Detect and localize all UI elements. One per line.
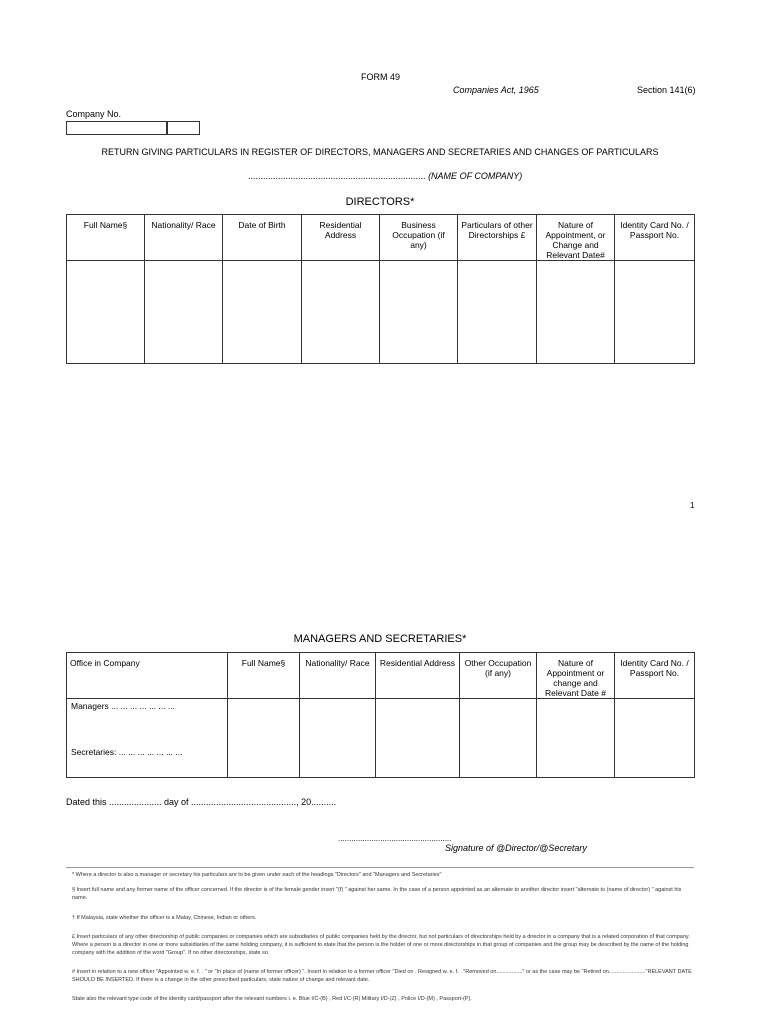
col-nationality: Nationality/ Race <box>145 215 223 261</box>
cell-date-of-birth[interactable] <box>223 261 302 364</box>
note-2: § Insert full name and any former name of the officer concerned. If the director is of the female gender insert "(f) " against her same. In the case of a person appointed as an alternate to another director insert "alternate to (name of director) " against his name. <box>72 887 682 901</box>
section-number: Section 141(6) <box>637 85 696 95</box>
col-identity-card: Identity Card No. / Passport No. <box>615 215 695 261</box>
company-no-box-2[interactable] <box>166 121 200 135</box>
cell-nationality[interactable] <box>300 699 376 778</box>
signature-dots[interactable]: ................................................... <box>338 834 452 843</box>
directors-table <box>66 214 695 364</box>
col-residential-address: Residential Address <box>376 653 460 699</box>
cell-residential-address[interactable] <box>302 261 380 364</box>
form-title: RETURN GIVING PARTICULARS IN REGISTER OF DIRECTORS, MANAGERS AND SECRETARIES AND CHANGES OF PARTICULARS <box>101 147 659 157</box>
col-office-in-company: Office in Company <box>67 653 228 699</box>
form-number: FORM 49 <box>361 72 401 82</box>
cell-other-occupation[interactable] <box>460 699 537 778</box>
col-date-of-birth: Date of Birth <box>223 215 302 261</box>
directors-entry-row <box>67 261 695 364</box>
note-5: # Insert in relation to a new officer "Appointed w. e. f. . " or "In place of (name of former officer) ". Insert in relation to a former officer "Died on . Resigned w. e. f. . "Removed on................." or as the case may be "Retired on........................"RELEVANT DATE SHOULD BE INSERTED. If there is a change in the other prescribed particulars, state nature of change and relevant date. <box>72 969 692 983</box>
company-name-line <box>248 171 522 181</box>
col-nationality: Nationality/ Race <box>300 653 376 699</box>
cell-office-in-company <box>67 699 228 778</box>
cell-nationality[interactable] <box>145 261 223 364</box>
cell-full-name[interactable] <box>67 261 145 364</box>
dated-line[interactable]: Dated this ..................... day of .........................................., 20.......... <box>66 797 337 807</box>
company-name-label: (NAME OF COMPANY) <box>428 171 523 181</box>
directors-heading: DIRECTORS* <box>345 196 415 208</box>
managers-heading: MANAGERS AND SECRETARIES* <box>293 633 467 645</box>
note-6: State also the relevant type code of the identity card/passport after the relevant numbers i. e. Blue I/C-(B) , Red I/C-(R) Military I/D-(Z) , Police I/D-(M) , Passport-(P). <box>72 996 472 1002</box>
note-3: † If Malaysia, state whether the officer is a Malay, Chinese, Indian or others. <box>72 915 257 921</box>
col-business-occupation: Business Occupation (if any) <box>380 215 458 261</box>
col-other-occupation: Other Occupation (if any) <box>460 653 537 699</box>
managers-table <box>66 652 695 778</box>
signature-label: Signature of @Director/@Secretary <box>445 843 587 853</box>
page-number: 1 <box>690 501 695 510</box>
row-secretaries-label: Secretaries: ... ... ... ... ... ... ... <box>71 747 183 757</box>
directors-header-row <box>67 215 695 261</box>
note-4: £ Insert particulars of any other directorship of public companies or companies which are subsidiaries of public companies held by the director, but not particulars of directorships held by a director in a company that is a related corporation of that company. Where a person is a director in one or more subsidiaries of the same holding company, it is sufficient to state that the person is the holder of one or more directorships in that group of companies and the group may be described by the name of the holding company with the addition of the word "Group". If no other directorships, state so. <box>72 934 690 956</box>
col-other-directorships: Particulars of other Directorships £ <box>458 215 537 261</box>
managers-entry-row <box>67 699 695 778</box>
cell-business-occupation[interactable] <box>380 261 458 364</box>
cell-nature-of-appointment[interactable] <box>537 699 615 778</box>
col-residential-address: Residential Address <box>302 215 380 261</box>
col-nature-of-appointment: Nature of Appointment, or Change and Relevant Date# <box>537 215 615 261</box>
cell-full-name[interactable] <box>228 699 300 778</box>
company-no-label: Company No. <box>66 109 122 119</box>
row-managers-label: Managers ... ... ... ... ... ... ... <box>71 701 175 711</box>
col-identity-card: Identity Card No. / Passport No. <box>615 653 695 699</box>
cell-other-directorships[interactable] <box>458 261 537 364</box>
cell-identity-card[interactable] <box>615 261 695 364</box>
act-name: Companies Act, 1965 <box>453 85 539 95</box>
col-full-name: Full Name§ <box>67 215 145 261</box>
cell-identity-card[interactable] <box>615 699 695 778</box>
notes-divider <box>66 867 694 868</box>
company-no-box-1[interactable] <box>66 121 168 135</box>
note-1: * Where a director is also a manager or secretary his particulars are to be given under each of the headings "Directors" and "Managers and Secretaries" <box>72 872 442 878</box>
company-name-dots[interactable]: ....................................................................... <box>248 171 426 181</box>
cell-residential-address[interactable] <box>376 699 460 778</box>
col-full-name: Full Name§ <box>228 653 300 699</box>
col-nature-of-appointment: Nature of Appointment or change and Relevant Date # <box>537 653 615 699</box>
cell-nature-of-appointment[interactable] <box>537 261 615 364</box>
managers-header-row <box>67 653 695 699</box>
